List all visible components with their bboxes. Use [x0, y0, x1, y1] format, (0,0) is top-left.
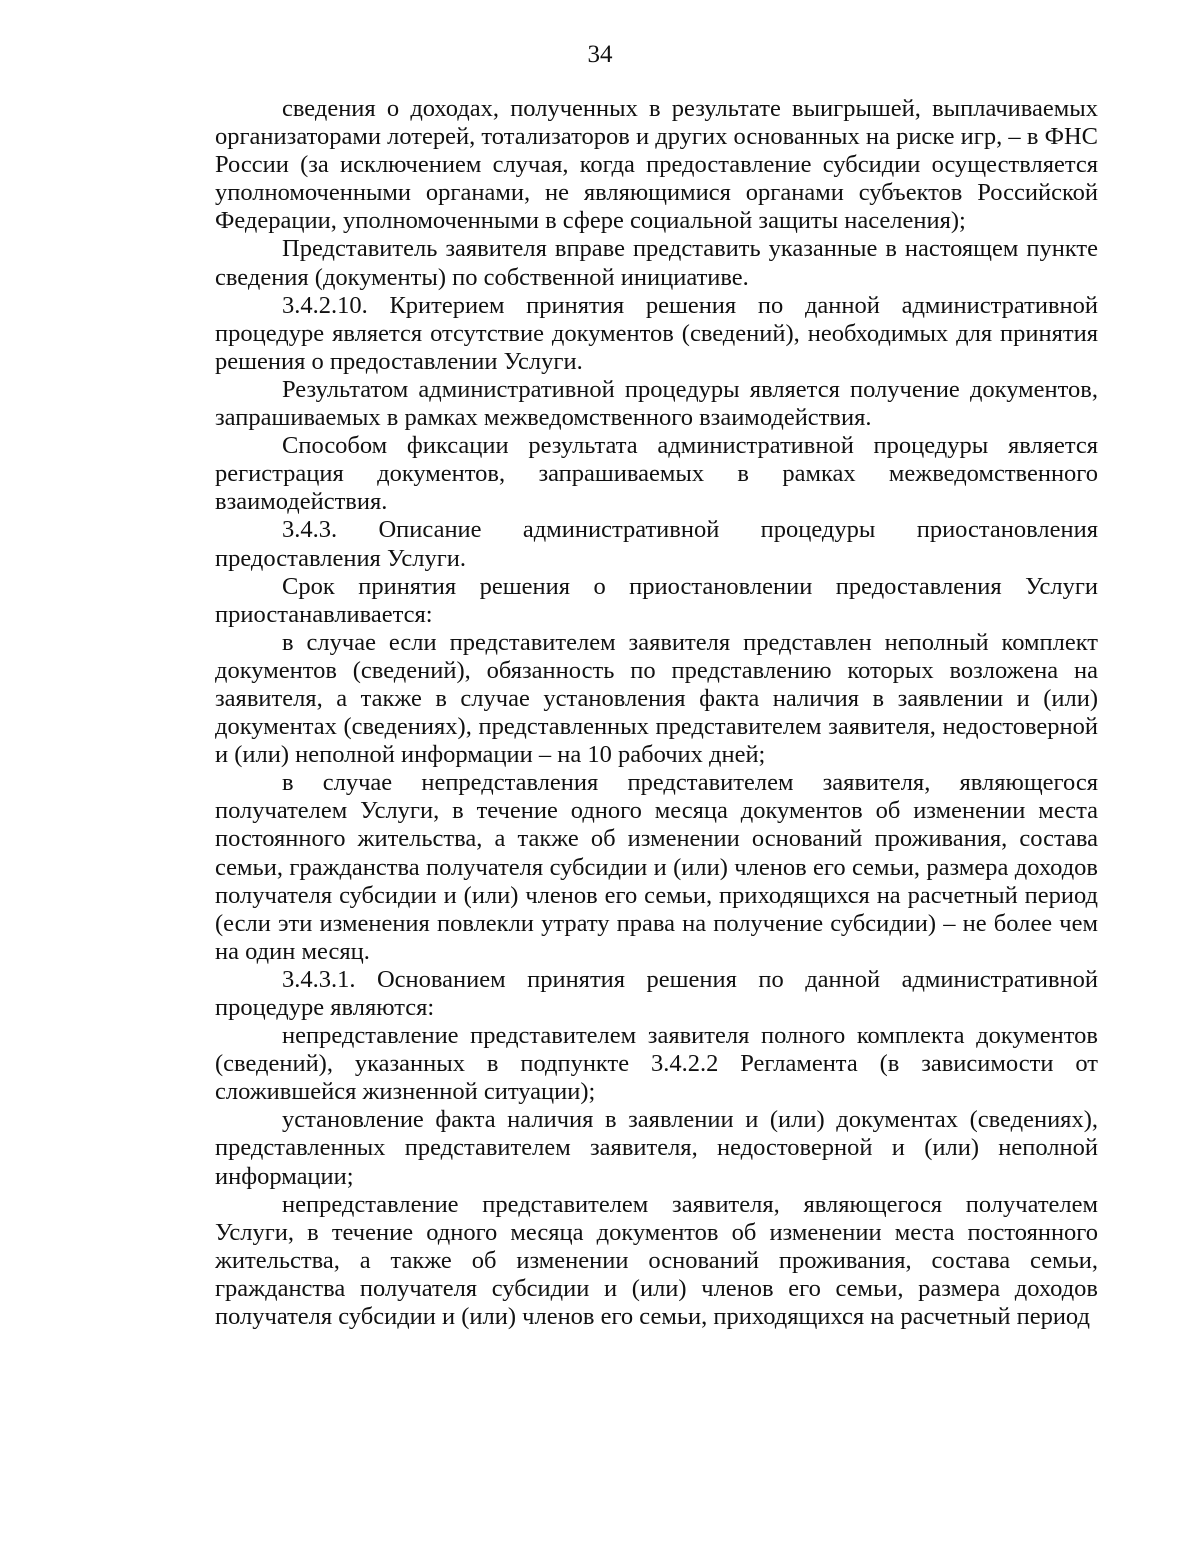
paragraph-basis-non-submission: непредставление представителем заявителя, являющегося получателем Услуги, в течение одного месяца документов об изменении места постоянного жительства, а также об изменении оснований проживания, состава семьи, гражданства получателя субсидии и (или) членов его семьи, размера доходов получателя субсидии и (или) членов его семьи, приходящихся на расчетный период [215, 1190, 1098, 1331]
paragraph-3-4-2-10: 3.4.2.10. Критерием принятия решения по данной административной процедуре является отсутствие документов (сведений), необходимых для принятия решения о предоставлении Услуги. [215, 291, 1098, 375]
paragraph-incomplete-set-case: в случае если представителем заявителя представлен неполный комплект документов (сведений), обязанность по представлению которых возложена на заявителя, а также в случае установления факта наличия в заявлении и (или) документах (сведениях), представленных представителем заявителя, недостоверной и (или) неполной информации – на 10 рабочих дней; [215, 628, 1098, 769]
paragraph-suspension-term: Срок принятия решения о приостановлении предоставления Услуги приостанавливается: [215, 572, 1098, 628]
paragraph-basis-false-info: установление факта наличия в заявлении и (или) документах (сведениях), представленных представителем заявителя, недостоверной и (или) неполной информации; [215, 1106, 1098, 1190]
page-number: 34 [587, 41, 613, 68]
paragraph-income-info: сведения о доходах, полученных в результате выигрышей, выплачиваемых организаторами лотерей, тотализаторов и других основанных на риске игр, – в ФНС России (за исключением случая, когда предоставление субсидии осуществляется уполномоченными органами, не являющимися органами субъектов Российской Федерации, уполномоченными в сфере социальной защиты населения); [215, 95, 1098, 235]
paragraph-representative-right: Представитель заявителя вправе представить указанные в настоящем пункте сведения (документы) по собственной инициативе. [215, 235, 1098, 291]
paragraph-result-fixation: Способом фиксации результата административной процедуры является регистрация документов, запрашиваемых в рамках межведомственного взаимодействия. [215, 432, 1098, 516]
document-body [215, 95, 1098, 1331]
paragraph-basis-incomplete-set: непредставление представителем заявителя полного комплекта документов (сведений), указанных в подпункте 3.4.2.2 Регламента (в зависимости от сложившейся жизненной ситуации); [215, 1022, 1098, 1106]
paragraph-3-4-3: 3.4.3. Описание административной процедуры приостановления предоставления Услуги. [215, 516, 1098, 572]
paragraph-3-4-3-1: 3.4.3.1. Основанием принятия решения по данной административной процедуре являются: [215, 965, 1098, 1021]
paragraph-non-submission-case: в случае непредставления представителем заявителя, являющегося получателем Услуги, в течение одного месяца документов об изменении места постоянного жительства, а также об изменении оснований проживания, состава семьи, гражданства получателя субсидии и (или) членов его семьи, размера доходов получателя субсидии и (или) членов его семьи, приходящихся на расчетный период (если эти изменения повлекли утрату права на получение субсидии) – не более чем на один месяц. [215, 769, 1098, 965]
paragraph-procedure-result: Результатом административной процедуры является получение документов, запрашиваемых в рамках межведомственного взаимодействия. [215, 375, 1098, 432]
